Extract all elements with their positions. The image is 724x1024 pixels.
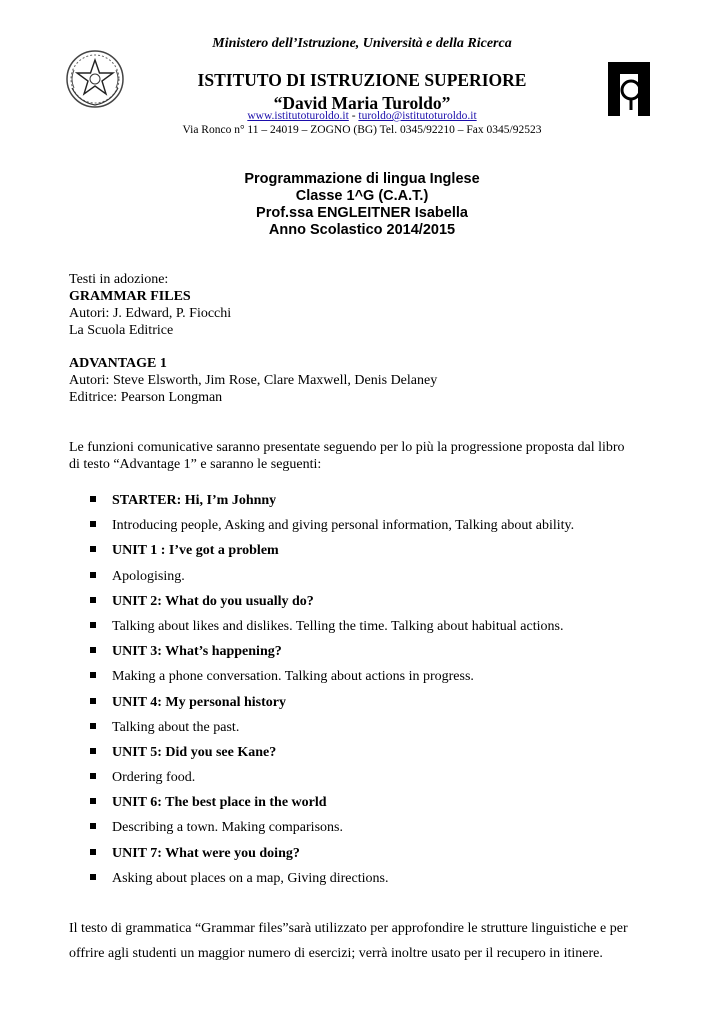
program-title: Programmazione di lingua Inglese bbox=[244, 171, 480, 187]
link-separator: - bbox=[348, 110, 359, 122]
book1-publisher: La Scuola Editrice bbox=[69, 323, 174, 338]
list-item: Introducing people, Asking and giving personal information, Talking about ability. bbox=[88, 515, 688, 540]
list-item: UNIT 6: The best place in the world bbox=[88, 792, 688, 817]
list-item: UNIT 2: What do you usually do? bbox=[88, 591, 688, 616]
list-item: UNIT 5: Did you see Kane? bbox=[88, 742, 688, 767]
bullet-icon bbox=[90, 672, 96, 678]
website-link[interactable]: www.istitutoturoldo.it bbox=[247, 110, 349, 122]
functions-intro-line1: Le funzioni comunicative saranno presentate seguendo per lo più la progressione proposta dal libro bbox=[69, 440, 625, 455]
ministry-name: Ministero dell’Istruzione, Università e della Ricerca bbox=[212, 36, 512, 51]
functions-intro-line2: di testo “Advantage 1” e saranno le seguenti: bbox=[69, 457, 322, 472]
teacher-name: Prof.ssa ENGLEITNER Isabella bbox=[256, 205, 468, 221]
list-item: UNIT 1 : I’ve got a problem bbox=[88, 540, 688, 565]
bullet-icon bbox=[90, 647, 96, 653]
bullet-icon bbox=[90, 622, 96, 628]
closing-line2: offrire agli studenti un maggior numero di esercizi; verrà inoltre usato per il recupero in itinere. bbox=[69, 946, 603, 961]
bullet-icon bbox=[90, 572, 96, 578]
list-item: Describing a town. Making comparisons. bbox=[88, 817, 688, 842]
bullet-icon bbox=[90, 496, 96, 502]
list-item: Talking about the past. bbox=[88, 717, 688, 742]
bullet-icon bbox=[90, 546, 96, 552]
list-item: Ordering food. bbox=[88, 767, 688, 792]
email-link[interactable]: turoldo@istitutoturoldo.it bbox=[358, 110, 477, 122]
book1-title: GRAMMAR FILES bbox=[69, 289, 191, 304]
institute-subtitle: “David Maria Turoldo” bbox=[273, 93, 451, 113]
list-item: Apologising. bbox=[88, 566, 688, 591]
book2-authors: Autori: Steve Elsworth, Jim Rose, Clare Maxwell, Denis Delaney bbox=[69, 373, 438, 388]
functions-list bbox=[88, 490, 688, 893]
bullet-icon bbox=[90, 849, 96, 855]
textbooks-intro: Testi in adozione: bbox=[69, 272, 169, 287]
bullet-icon bbox=[90, 798, 96, 804]
bullet-icon bbox=[90, 748, 96, 754]
bullet-icon bbox=[90, 723, 96, 729]
book2-title: ADVANTAGE 1 bbox=[69, 356, 167, 371]
bullet-icon bbox=[90, 823, 96, 829]
list-item: Talking about likes and dislikes. Telling the time. Talking about habitual actions. bbox=[88, 616, 688, 641]
list-item: STARTER: Hi, I’m Johnny bbox=[88, 490, 688, 515]
list-item: Asking about places on a map, Giving directions. bbox=[88, 868, 688, 893]
book2-publisher: Editrice: Pearson Longman bbox=[69, 390, 223, 405]
class-label: Classe 1^G (C.A.T.) bbox=[295, 188, 429, 204]
bullet-icon bbox=[90, 773, 96, 779]
bullet-icon bbox=[90, 597, 96, 603]
list-item: Making a phone conversation. Talking about actions in progress. bbox=[88, 666, 688, 691]
list-item: UNIT 7: What were you doing? bbox=[88, 843, 688, 868]
book1-authors: Autori: J. Edward, P. Fiocchi bbox=[69, 306, 232, 321]
bullet-icon bbox=[90, 698, 96, 704]
bullet-icon bbox=[90, 874, 96, 880]
closing-line1: Il testo di grammatica “Grammar files”sarà utilizzato per approfondire le strutture linguistiche e per bbox=[69, 921, 628, 936]
institute-name: ISTITUTO DI ISTRUZIONE SUPERIORE bbox=[197, 70, 527, 90]
contact-links bbox=[0, 110, 724, 122]
list-item: UNIT 3: What’s happening? bbox=[88, 641, 688, 666]
school-year: Anno Scolastico 2014/2015 bbox=[268, 222, 456, 238]
list-item: UNIT 4: My personal history bbox=[88, 692, 688, 717]
institute-address: Via Ronco n° 11 – 24019 – ZOGNO (BG) Tel. 0345/92210 – Fax 0345/92523 bbox=[182, 124, 542, 136]
bullet-icon bbox=[90, 521, 96, 527]
